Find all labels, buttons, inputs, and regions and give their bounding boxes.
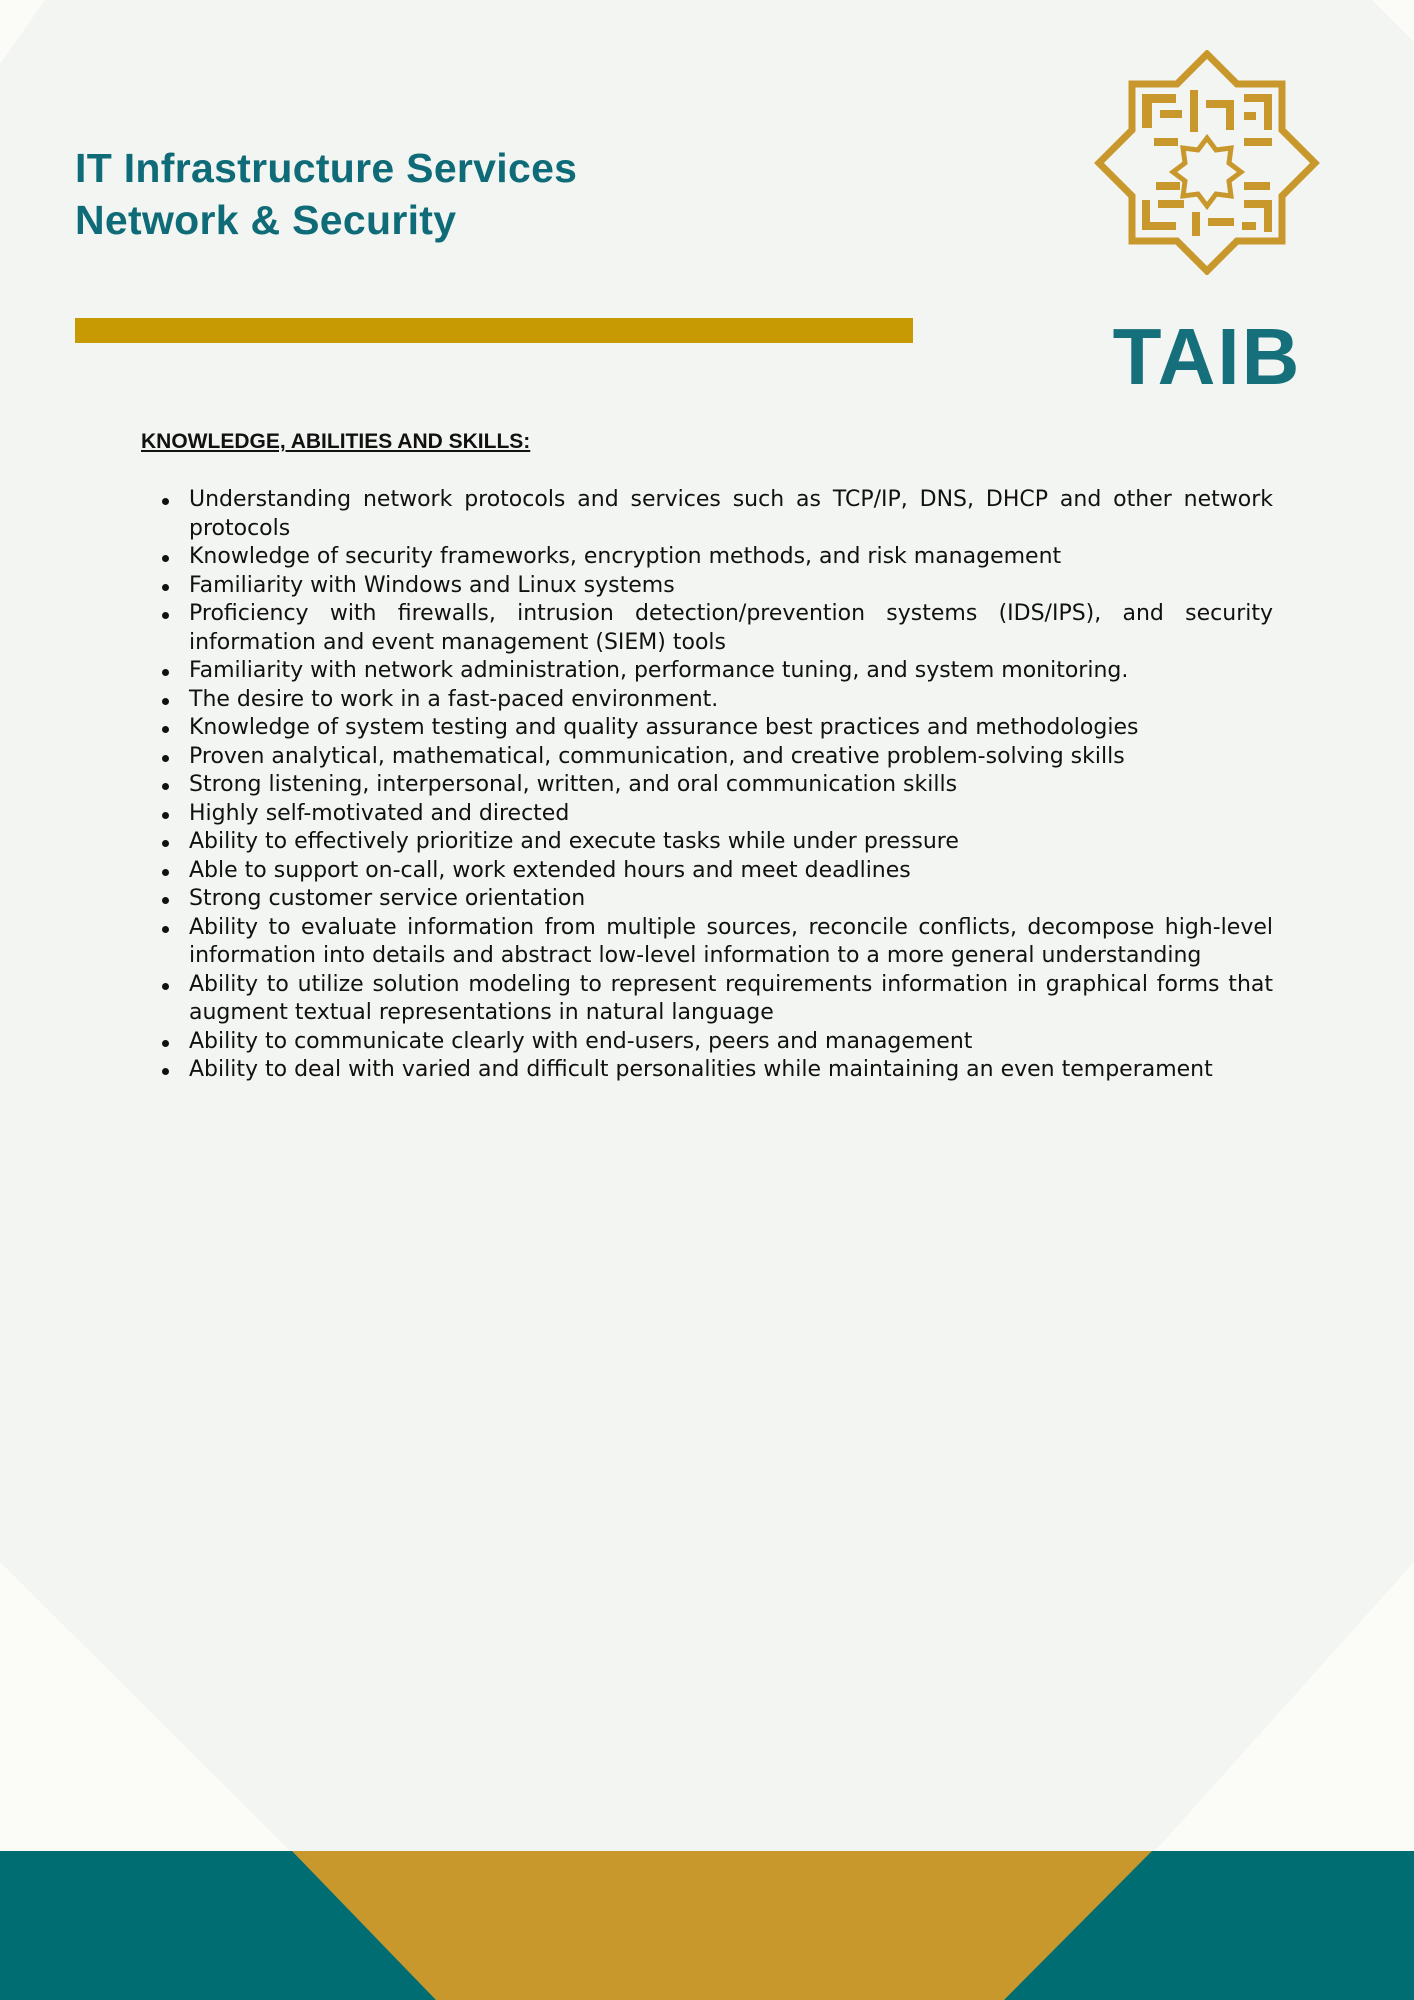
bullet-icon [162,869,169,876]
list-item: Ability to deal with varied and difficult personalities while maintaining an even temperament [189,1056,1273,1085]
bullet-icon [162,555,169,562]
bullet-icon [162,897,169,904]
bullet-icon [162,755,169,762]
bullet-icon [162,498,169,505]
gold-divider-bar [75,318,913,343]
footer-gold-trapezoid [292,1851,1152,2000]
bullet-icon [162,926,169,933]
bullet-icon [162,983,169,990]
list-item: Proficiency with firewalls, intrusion detection/prevention systems (IDS/IPS), and security information and event management (SIEM) tools [189,600,1273,657]
list-item: Highly self-motivated and directed [189,800,1273,829]
logo-wordmark: TAIB [1112,312,1302,401]
bullet-icon [162,1068,169,1075]
list-item: Proven analytical, mathematical, communication, and creative problem-solving skills [189,743,1273,772]
taib-emblem-icon [1094,50,1320,275]
list-item: Knowledge of security frameworks, encryption methods, and risk management [189,543,1273,572]
list-item: Ability to communicate clearly with end-users, peers and management [189,1028,1273,1057]
list-item: Ability to effectively prioritize and execute tasks while under pressure [189,828,1273,857]
bullet-icon [162,783,169,790]
bullet-icon [162,612,169,619]
page-title [75,142,577,246]
bullet-icon [162,669,169,676]
list-item: Familiarity with Windows and Linux systems [189,572,1273,601]
title-line-2: Network & Security [75,197,457,243]
skills-section [141,428,1273,1085]
title-line-1: IT Infrastructure Services [75,145,578,191]
list-item: Able to support on-call, work extended hours and meet deadlines [189,857,1273,886]
footer-band [0,1851,1414,2000]
list-item: Knowledge of system testing and quality assurance best practices and methodologies [189,714,1273,743]
section-heading: KNOWLEDGE, ABILITIES AND SKILLS: [141,430,531,453]
bullet-icon [162,726,169,733]
list-item: The desire to work in a fast-paced environment. [189,686,1273,715]
bullet-icon [162,1040,169,1047]
list-item: Familiarity with network administration, performance tuning, and system monitoring. [189,657,1273,686]
skills-list [141,486,1273,1085]
list-item: Ability to utilize solution modeling to represent requirements information in graphical forms that augment textual representations in natural language [189,971,1273,1028]
bullet-icon [162,584,169,591]
list-item: Ability to evaluate information from multiple sources, reconcile conflicts, decompose high-level information into details and abstract low-level information to a more general understanding [189,914,1273,971]
bullet-icon [162,812,169,819]
list-item: Understanding network protocols and services such as TCP/IP, DNS, DHCP and other network protocols [189,486,1273,543]
bullet-icon [162,840,169,847]
taib-logo [1094,50,1320,401]
list-item: Strong customer service orientation [189,885,1273,914]
list-item: Strong listening, interpersonal, written, and oral communication skills [189,771,1273,800]
bullet-icon [162,698,169,705]
